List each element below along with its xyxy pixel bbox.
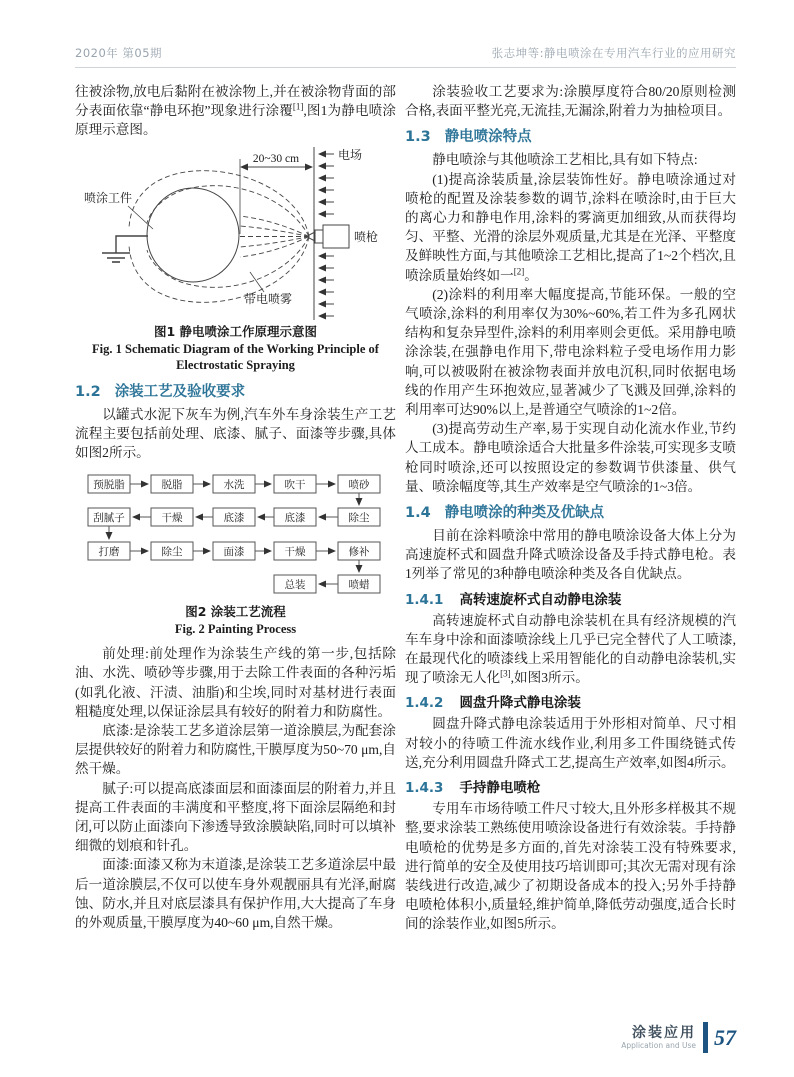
svg-text:底漆: 底漆 xyxy=(223,513,244,525)
spray-label: 带电喷雾 xyxy=(243,291,292,306)
field-label: 电场 xyxy=(337,147,362,162)
gun-label: 喷枪 xyxy=(353,229,378,244)
paragraph-1-4-1: 高转速旋杯式自动静电涂装机在具有经济规模的汽车车身中涂和面漆喷涂线上几乎已完全替代了人工喷漆,在最现代化的喷漆线上采用智能化的自动静电涂装机,实现了喷涂无人化[3],如图3所示。 xyxy=(405,612,736,686)
svg-text:吹干: 吹干 xyxy=(284,480,305,492)
paragraph-feature-3: (3)提高劳动生产率,易于实现自动化流水作业,节约人工成本。静电喷涂适合大批量多件涂装,可实现多支喷枪同时喷涂,还可以按照设定的参数调节供漆量、供气量、喷涂幅度等,其生产效率是空气喷涂的1~3倍。 xyxy=(405,421,736,494)
paragraph-feature-1: (1)提高涂装质量,涂层装饰性好。静电喷涂通过对喷枪的配置及涂装参数的调节,涂料在喷涂时,由于巨大的离心力和静电作用,涂料的雾滴更加细致,从而获得均匀、平整、光滑的涂层外观质量,尤其是在光泽、平整度及鲜映性方面,与其他喷涂工艺相比,提高了1~2个档次,且喷涂质量始终如一[2]。 xyxy=(405,171,736,283)
paragraph-primer: 底漆:是涂装工艺多道涂层第一道涂膜层,为配套涂层提供较好的附着力和防腐性,干膜厚度为50~70 μm,自然干燥。 xyxy=(75,723,396,777)
page-number: 57 xyxy=(714,1024,736,1050)
subsection-heading-1-4-3: 1.4.3 手持静电喷枪 xyxy=(405,780,541,797)
paragraph-intro: 往被涂物,放电后黏附在被涂物上,并在被涂物背面的部分表面依靠“静电环抱”现象进行涂覆[1],图1为静电喷涂原理示意图。 xyxy=(75,84,396,138)
journal-issue: 2020年 第05期 xyxy=(75,46,163,60)
left-column xyxy=(75,82,396,932)
svg-text:干燥: 干燥 xyxy=(284,547,305,559)
flow-arrows xyxy=(109,484,359,584)
page-footer xyxy=(621,1022,736,1053)
footer-section-name: 涂装应用 Application and Use xyxy=(621,1024,696,1050)
svg-text:总装: 总装 xyxy=(284,580,305,592)
svg-text:脱脂: 脱脂 xyxy=(161,480,182,492)
figure2-painting-process-flowchart xyxy=(76,470,396,602)
svg-text:预脱脂: 预脱脂 xyxy=(92,480,125,492)
svg-text:打磨: 打磨 xyxy=(98,547,119,559)
ground-symbol xyxy=(102,236,148,262)
paragraph-feature-2: (2)涂料的利用率大幅度提高,节能环保。一般的空气喷涂,涂料的利用率仅为30%~60%,若工件为多孔网状结构和复杂异型件,涂料的利用率则会更低。采用静电喷涂涂装,在强静电作用下,带电涂料粒子受电场作用力影响,可以被吸附在被涂物表面并放电沉积,同时依据电场线的作用产生环抱效应,显著减少了飞溅及回弹,涂料的利用率可达90%以上,是普通空气喷涂的1~2倍。 xyxy=(405,286,736,418)
figure2-caption-en: Fig. 2 Painting Process xyxy=(174,622,297,637)
footer-accent-bar xyxy=(703,1022,708,1053)
paragraph-acceptance: 涂装验收工艺要求为:涂膜厚度符合80/20原则检测合格,表面平整光亮,无流挂,无漏涂,附着力为抽检项目。 xyxy=(405,84,736,119)
spray-gun xyxy=(309,225,349,248)
paragraph-pretreatment: 前处理:前处理作为涂装生产线的第一步,包括除油、水洗、喷砂等步骤,用于去除工件表面的各种污垢(如乳化液、汗渍、油脂)和尘埃,同时对基材进行表面粗糙度处理,以保证涂层具有较好的附着力和防腐性。 xyxy=(75,646,396,719)
svg-text:除尘: 除尘 xyxy=(161,547,182,559)
section-heading-1-2: 1.2 涂装工艺及验收要求 xyxy=(75,383,246,400)
svg-text:喷蜡: 喷蜡 xyxy=(348,580,369,592)
subsection-heading-1-4-2: 1.4.2 圆盘升降式静电涂装 xyxy=(405,695,581,712)
figure1-caption-cn: 图1 静电喷涂工作原理示意图 xyxy=(153,323,318,339)
right-column xyxy=(405,82,736,934)
svg-text:除尘: 除尘 xyxy=(348,513,369,525)
svg-text:修补: 修补 xyxy=(348,547,369,559)
section-heading-1-4: 1.4 静电喷涂的种类及优缺点 xyxy=(405,505,605,522)
svg-text:喷砂: 喷砂 xyxy=(348,480,369,492)
paragraph-topcoat: 面漆:面漆又称为末道漆,是涂装工艺多道涂层中最后一道涂膜层,不仅可以使车身外观靓丽具有光泽,耐腐蚀、防水,并且对底层漆具有保护作用,大大提高了车身的外观质量,干膜厚度为40~60 μm,自然干燥。 xyxy=(75,857,396,931)
figure1-electrostatic-schematic xyxy=(76,144,396,322)
distance-label: 20~30 cm xyxy=(252,152,299,165)
svg-text:水洗: 水洗 xyxy=(223,480,244,492)
figure1-caption-en: Fig. 1 Schematic Diagram of the Working Principle of Electrostatic Spraying xyxy=(92,341,379,372)
paragraph-putty: 腻子:可以提高底漆面层和面漆面层的附着力,并且提高工件表面的丰满度和平整度,将下面涂层隔绝和封闭,可以防止面漆向下渗透导致涂膜缺陷,同时可以填补细微的划痕和针孔。 xyxy=(75,780,396,854)
paragraph-types-intro: 目前在涂料喷涂中常用的静电喷涂设备大体上分为高速旋杯式和圆盘升降式喷涂设备及手持式静电枪。表1列举了常见的3种静电喷涂种类及各自优缺点。 xyxy=(405,528,736,582)
charged-spray-lines xyxy=(129,170,309,302)
svg-text:刮腻子: 刮腻子 xyxy=(92,513,125,525)
spray-leader xyxy=(250,272,264,292)
svg-text:底漆: 底漆 xyxy=(284,513,305,525)
figure2-caption-cn: 图2 涂装工艺流程 xyxy=(185,604,286,620)
paragraph-1-4-3: 专用车市场待喷工件尺寸较大,且外形多样极其不规整,要求涂装工熟练使用喷涂设备进行有效涂装。手持静电喷枪的优势是多方面的,首先对涂装工没有特殊要求,进行简单的安全及使用技巧培训即可;其次无需对现有涂装线进行改造,减少了初期设备成本的投入;另外手持静电喷枪体积小,质量轻,维护简单,降低劳动强度,适合长时间的涂装作业,如图5所示。 xyxy=(405,801,736,932)
field-arrows xyxy=(319,154,334,316)
svg-text:面漆: 面漆 xyxy=(223,547,244,559)
page-header xyxy=(75,45,736,61)
svg-text:干燥: 干燥 xyxy=(161,513,182,525)
running-title: 张志坤等:静电喷涂在专用汽车行业的应用研究 xyxy=(491,46,736,60)
subsection-heading-1-4-1: 1.4.1 高转速旋杯式自动静电涂装 xyxy=(405,591,622,608)
paragraph-features-intro: 静电喷涂与其他喷涂工艺相比,具有如下特点: xyxy=(432,152,698,168)
paragraph-1-4-2: 圆盘升降式静电涂装适用于外形相对简单、尺寸相对较小的待喷工件流水线作业,利用多工件围绕链式传送,充分利用圆盘升降式工艺,提高生产效率,如图4所示。 xyxy=(405,716,736,770)
paragraph-1-2: 以罐式水泥下灰车为例,汽车外车身涂装生产工艺流程主要包括前处理、底漆、腻子、面漆等步骤,具体如图2所示。 xyxy=(75,406,396,461)
process-box-labels xyxy=(93,478,370,591)
workpiece-label: 喷涂工件 xyxy=(83,190,132,205)
header-divider xyxy=(75,67,736,68)
section-heading-1-3: 1.3 静电喷涂特点 xyxy=(405,129,532,146)
